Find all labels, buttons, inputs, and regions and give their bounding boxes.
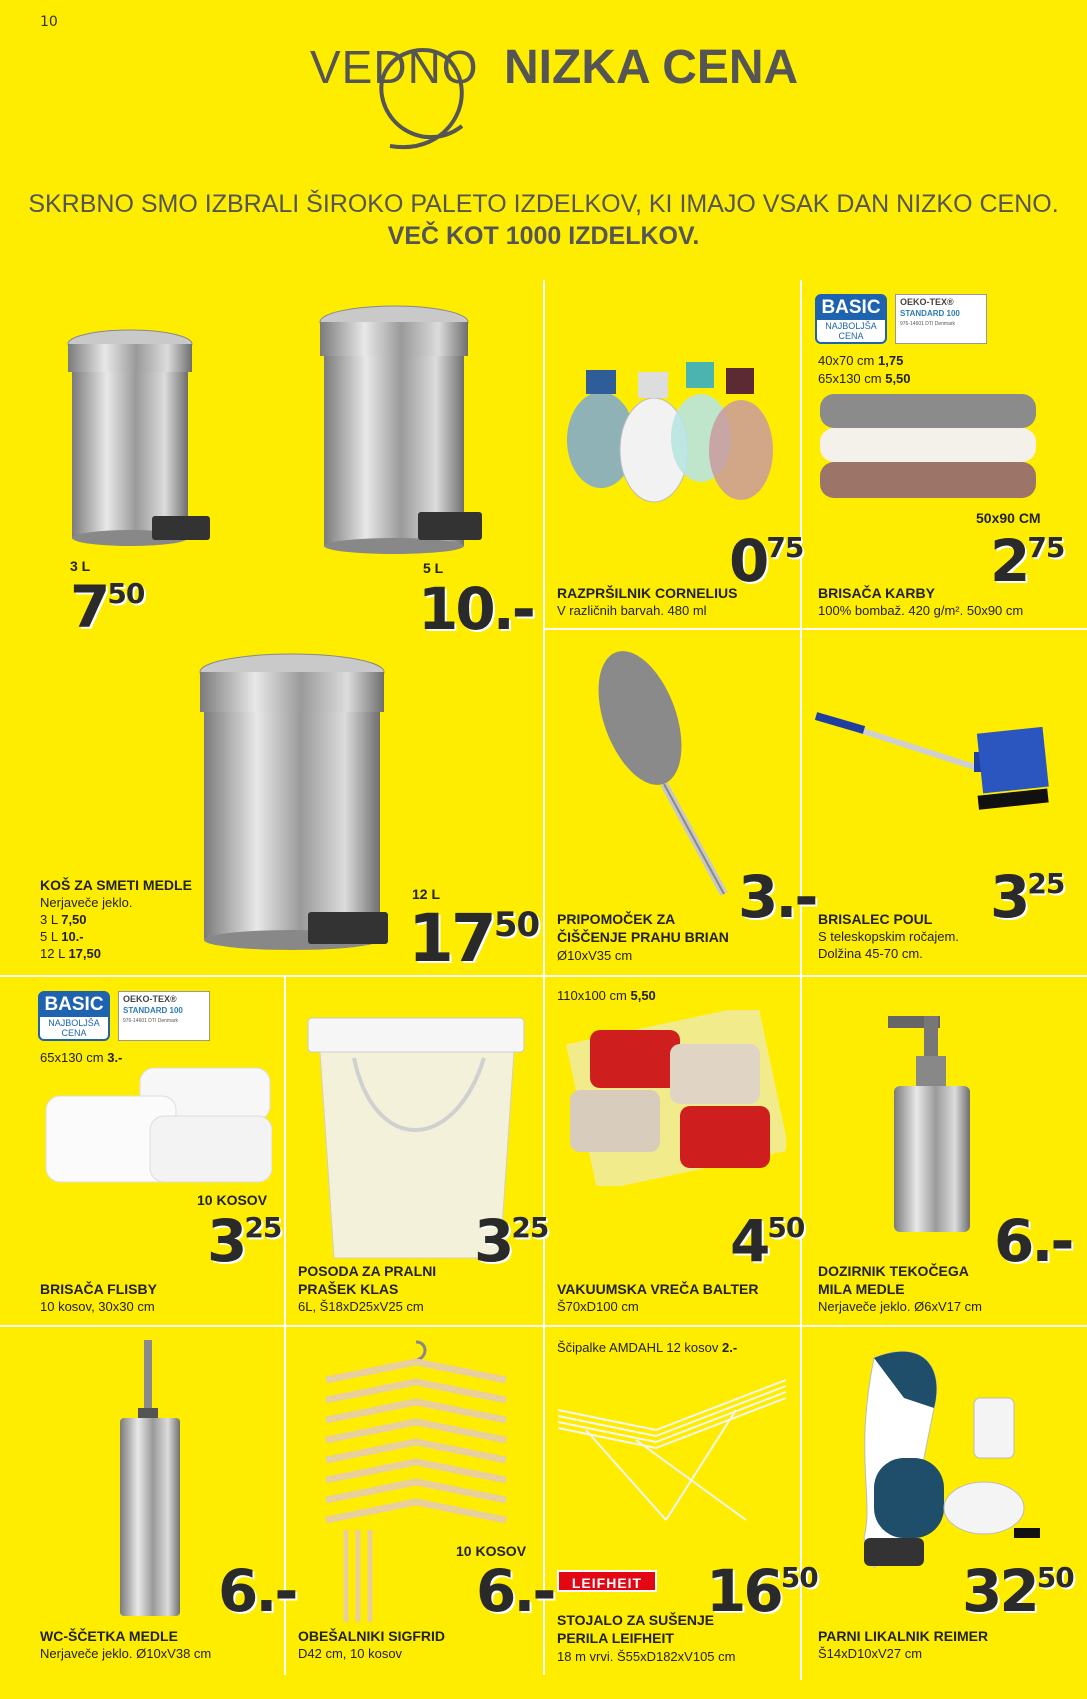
steamer-desc: Š14xD10xV27 cm: [818, 1646, 923, 1661]
drying-rack-image: [556, 1370, 788, 1530]
vacuum-title: VAKUUMSKA VREČA BALTER: [557, 1281, 759, 1297]
spray-bottles-image: [556, 350, 792, 510]
duster-desc: Ø10xV35 cm: [557, 948, 633, 963]
wc-brush-title: WC-ŠČETKA MEDLE: [40, 1628, 178, 1644]
container-title-2: PRAŠEK KLAS: [298, 1281, 399, 1297]
dispenser-title-1: DOZIRNIK TEKOČEGA: [818, 1263, 969, 1279]
hangers-price: 6.-: [476, 1557, 554, 1625]
duster-title-1: PRIPOMOČEK ZA: [557, 911, 676, 927]
squeegee-image: [814, 706, 1050, 836]
bin-5l-price: 10.-: [418, 575, 533, 643]
squeegee-desc-1: S teleskopskim ročajem.: [818, 929, 959, 944]
karby-title: BRISAČA KARBY: [818, 585, 935, 601]
sprayer-title: RAZPRŠILNIK CORNELIUS: [557, 585, 738, 601]
bin-12l-size: 12 L: [412, 886, 441, 902]
grid-divider: [0, 1325, 1087, 1327]
sprayer-desc: V različnih barvah. 480 ml: [557, 603, 707, 618]
bin-variant-5l: 5 L 10.-: [40, 929, 84, 944]
karby-size: 50x90 CM: [976, 510, 1041, 526]
vacuum-bags-image: [560, 1010, 786, 1186]
flisby-price: 325: [207, 1207, 282, 1275]
bin-variant-3l: 3 L 7,50: [40, 912, 87, 927]
oeko-tex-badge: OEKO-TEX® STANDARD 100 976-14601 DTI Denmark: [118, 991, 210, 1041]
duster-price: 3.-: [738, 863, 816, 931]
steamer-image: [834, 1338, 1044, 1588]
flisby-desc: 10 kosov, 30x30 cm: [40, 1299, 155, 1314]
vacuum-variant-1: 110x100 cm 5,50: [557, 988, 656, 1003]
hangers-title: OBEŠALNIKI SIGFRID: [298, 1628, 446, 1644]
vacuum-desc: Š70xD100 cm: [557, 1299, 639, 1314]
trash-bin-12l-image: [196, 650, 396, 960]
squeegee-desc-2: Dolžina 45-70 cm.: [818, 946, 923, 961]
karby-price: 275: [990, 527, 1065, 595]
dryer-title-1: STOJALO ZA SUŠENJE: [557, 1612, 715, 1628]
wc-brush-image: [116, 1338, 186, 1620]
flisby-size: 10 KOSOV: [197, 1192, 268, 1208]
washcloths-stack-image: [40, 1066, 272, 1186]
karby-variant-2: 65x130 cm 5,50: [818, 371, 911, 386]
basic-badge: BASIC NAJBOLJŠA CENA: [815, 294, 887, 344]
duster-title-2: ČIŠČENJE PRAHU BRIAN: [557, 929, 729, 945]
grid-divider: [543, 628, 1087, 630]
dispenser-price: 6.-: [994, 1207, 1072, 1275]
flisby-variant-1: 65x130 cm 3.-: [40, 1050, 123, 1065]
container-desc: 6L, Š18xD25xV25 cm: [298, 1299, 424, 1314]
hangers-desc: D42 cm, 10 kosov: [298, 1646, 403, 1661]
container-title-1: POSODA ZA PRALNI: [298, 1263, 437, 1279]
oeko-tex-badge: OEKO-TEX® STANDARD 100 976-14601 DTI Denmark: [895, 294, 987, 344]
dryer-price: 1650: [706, 1557, 818, 1625]
bin-5l-size: 5 L: [423, 560, 444, 576]
karby-variant-1: 40x70 cm 1,75: [818, 353, 904, 368]
bin-12l-price: 1750: [408, 900, 540, 977]
dryer-desc: 18 m vrvi. Š55xD182xV105 cm: [557, 1649, 736, 1664]
bin-12l-title: KOŠ ZA SMETI MEDLE: [40, 877, 192, 893]
vacuum-price: 450: [730, 1207, 805, 1275]
hangers-size: 10 KOSOV: [456, 1543, 527, 1559]
intro-line-2: VEČ KOT 1000 IZDELKOV.: [387, 222, 700, 250]
squeegee-price: 325: [990, 863, 1065, 931]
brand-word-vedno: VEDNO: [310, 41, 479, 93]
steamer-price: 3250: [962, 1557, 1074, 1625]
karby-desc: 100% bombaž. 420 g/m². 50x90 cm: [818, 603, 1024, 618]
leifheit-logo: LEIFHEIT: [557, 1570, 657, 1592]
trash-bin-5l-image: [318, 302, 488, 562]
container-price: 325: [474, 1207, 549, 1275]
bin-3l-price: 750: [70, 573, 145, 641]
dryer-pegs-note: Ščipalke AMDAHL 12 kosov 2.-: [557, 1340, 738, 1355]
dispenser-desc: Nerjaveče jeklo. Ø6xV17 cm: [818, 1299, 983, 1314]
dryer-title-2: PERILA LEIFHEIT: [557, 1630, 674, 1646]
wc-brush-desc: Nerjaveče jeklo. Ø10xV38 cm: [40, 1646, 212, 1661]
intro-line-1: SKRBNO SMO IZBRALI ŠIROKO PALETO IZDELKOV, KI IMAJO VSAK DAN NIZKO CENO.: [28, 190, 1059, 218]
flisby-title: BRISAČA FLISBY: [40, 1281, 157, 1297]
wc-brush-price: 6.-: [218, 1557, 296, 1625]
duster-image: [584, 648, 764, 904]
soap-dispenser-image: [880, 1012, 990, 1234]
squeegee-title: BRISALEC POUL: [818, 911, 933, 927]
sprayer-price: 075: [729, 527, 804, 595]
bin-3l-size: 3 L: [70, 558, 91, 574]
grid-divider: [800, 280, 802, 1680]
dispenser-title-2: MILA MEDLE: [818, 1281, 905, 1297]
brand-word-nizka-cena: NIZKA CENA: [504, 41, 799, 94]
bin-12l-desc: Nerjaveče jeklo.: [40, 895, 133, 910]
steamer-title: PARNI LIKALNIK REIMER: [818, 1628, 989, 1644]
basic-badge: BASIC NAJBOLJŠA CENA: [38, 991, 110, 1041]
towels-stack-image: [814, 392, 1046, 502]
trash-bin-3l-image: [66, 326, 216, 556]
page-number: 10: [40, 14, 58, 30]
bin-variant-12l: 12 L 17,50: [40, 946, 101, 961]
